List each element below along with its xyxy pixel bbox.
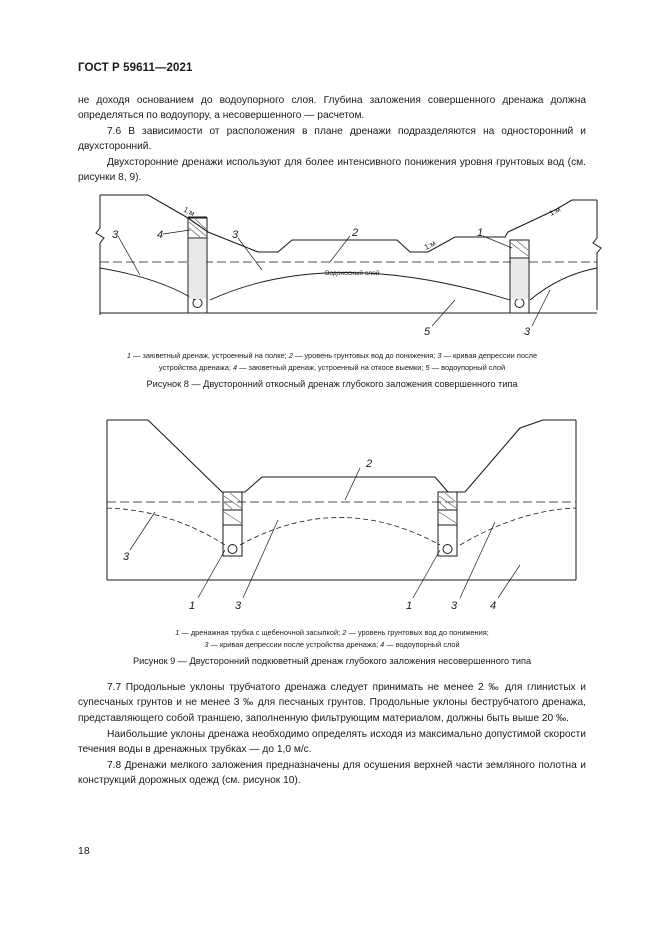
paragraph-7-6: 7.6 В зависимости от расположения в плане дренажи подразделяются на односторонний и двухсторонний. xyxy=(78,126,586,153)
legend-item-number: 5 xyxy=(425,362,430,372)
legend-item-text: — уровень грунтовых вод до понижения; xyxy=(346,628,489,637)
page-number: 18 xyxy=(78,845,90,857)
legend-item-text: — кривая депрессии после устройства дренажа; xyxy=(208,639,381,649)
legend-item-text: — уровень грунтовых вод до понижения; xyxy=(292,351,438,360)
legend-item-number: 3 xyxy=(204,639,209,649)
fig8-label-1: 1 xyxy=(477,227,484,239)
standard-header: ГОСТ Р 59611—2021 xyxy=(78,62,193,74)
legend-item-text: — дренажная трубка с щебеночной засыпкой; xyxy=(179,628,343,637)
aquifer-label: Водоносный слой xyxy=(325,270,380,277)
fig8-label-3-mid: 3 xyxy=(232,229,239,241)
paragraph-7-8: 7.8 Дренажи мелкого заложения предназначены для осушения верхней части земляного полотна и конструкций дорожных одежд (см. рисунок 10). xyxy=(78,760,586,787)
legend-item-number: 4 xyxy=(232,362,238,372)
slope-label-left: 1:м xyxy=(182,204,197,219)
figure-8-caption: Рисунок 8 — Двусторонний откосный дренаж глубокого заложения совершенного типа xyxy=(146,379,518,389)
paragraph-continued: не доходя основанием до водоупорного слоя. Глубина заложения совершенного дренажа должна определяться по водоупору, а несовершенного — расчетом. xyxy=(78,95,586,122)
legend-item-number: 2 xyxy=(288,351,293,360)
legend-item-number: 1 xyxy=(175,628,180,637)
legend-item-text: — водоупорный слой xyxy=(384,639,460,649)
figure-9-legend xyxy=(80,627,584,650)
legend-item-text: устройства дренажа; xyxy=(158,362,233,372)
slope-label-right: 1:м xyxy=(547,204,563,218)
legend-item-text: — заюветный дренаж, устроенный на полке; xyxy=(131,351,289,360)
fig9-label-3-right: 3 xyxy=(451,600,458,612)
paragraph-7-7: 7.7 Продольные уклоны трубчатого дренажа следует принимать не менее 2 ‰ для глинистых и супесчаных грунтов и не менее 3 ‰ для песчаных грунтов. Продольные уклоны беструбчатого дренажа, представляющего собой траншею, заполненную фильтрующим материалом, должны быть выше 20 ‰. xyxy=(78,682,586,724)
slope-label-mid: 1:м xyxy=(422,238,438,252)
figure-9-caption: Рисунок 9 — Двусторонний подкюветный дренаж глубокого заложения несовершенного типа xyxy=(132,656,532,666)
legend-item-number: 2 xyxy=(342,628,347,637)
fig8-label-3-right: 3 xyxy=(524,326,531,338)
legend-item-text: — кривая депрессии после xyxy=(441,351,538,360)
fig9-label-3-left: 3 xyxy=(123,551,130,563)
legend-item-number: 3 xyxy=(437,351,442,360)
fig8-label-3-left: 3 xyxy=(112,229,119,241)
fig8-label-2: 2 xyxy=(352,227,359,239)
fig9-label-3-mid: 3 xyxy=(235,600,242,612)
paragraph-max-slopes: Наибольшие уклоны дренажа необходимо определять исходя из максимально допустимой скорости течения воды в дренажных трубках — до 1,0 м/с. xyxy=(78,729,586,756)
legend-item-number: 1 xyxy=(126,351,132,360)
fig8-label-4: 4 xyxy=(157,229,164,241)
legend-item-text: — водоупорный слой xyxy=(429,362,506,372)
figure-9-legend-line-2 xyxy=(80,639,584,651)
fig9-label-1-left: 1 xyxy=(189,600,196,612)
fig9-label-2: 2 xyxy=(366,458,373,470)
legend-item-text: — заюветный дренаж, устроенный на откосе выемки; xyxy=(237,362,426,372)
fig9-label-1-right: 1 xyxy=(406,600,413,612)
figure-9-legend-line-1 xyxy=(80,627,584,639)
legend-item-number: 4 xyxy=(380,639,385,649)
paragraph-two-sided: Двухсторонние дренажи используют для более интенсивного понижения уровня грунтовых вод (см. рисунки 8, 9). xyxy=(78,157,586,184)
fig9-label-4: 4 xyxy=(490,600,497,612)
fig8-label-5: 5 xyxy=(424,326,431,338)
